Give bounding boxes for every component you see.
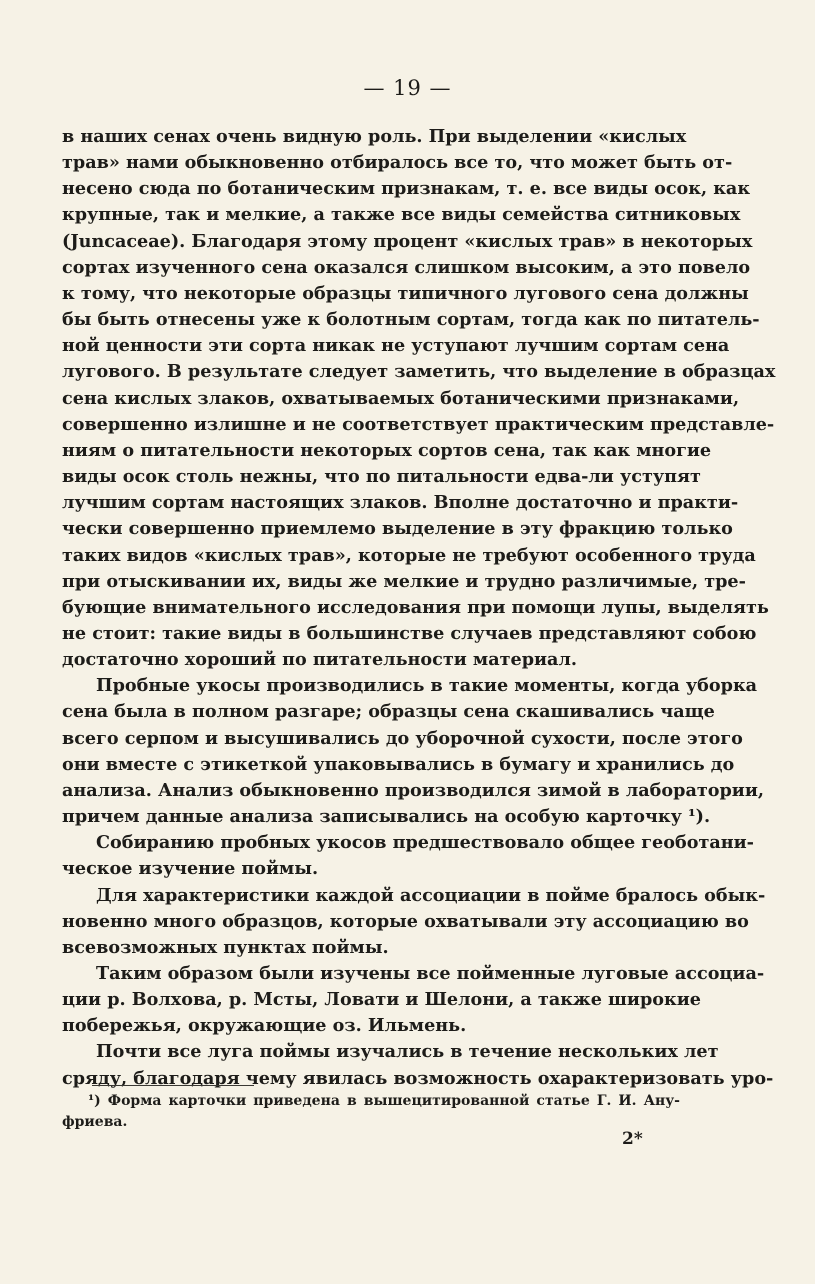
text-line: (Juncaceae). Благодаря этому процент «кислых трав» в некоторых bbox=[62, 230, 753, 252]
text-line: чески совершенно приемлемо выделение в эту фракцию только bbox=[62, 518, 733, 540]
footnote-line: ¹) Форма карточки приведена в вышецитированной статье Г. И. Ану- bbox=[88, 1093, 680, 1109]
text-line: бы быть отнесены уже к болотным сортам, тогда как по питатель- bbox=[62, 309, 760, 331]
text-line: Пробные укосы производились в такие моменты, когда уборка bbox=[96, 675, 758, 697]
text-line: сена кислых злаков, охватываемых ботаническими признаками, bbox=[62, 387, 740, 409]
text-line: ниям о питательности некоторых сортов сена, так как многие bbox=[62, 439, 712, 461]
text-line: в наших сенах очень видную роль. При выделении «кислых bbox=[62, 126, 687, 147]
text-line: сряду, благодаря чему явилась возможность охарактеризовать уро- bbox=[62, 1067, 774, 1089]
text-line: Для характеристики каждой ассоциации в пойме бралось обык- bbox=[96, 884, 766, 906]
text-line: таких видов «кислых трав», которые не требуют особенного труда bbox=[62, 544, 756, 566]
text-line: причем данные анализа записывались на особую карточку ¹). bbox=[62, 806, 711, 828]
text-line: ческое изучение поймы. bbox=[62, 858, 319, 880]
text-line: лугового. В результате следует заметить, что выделение в образцах bbox=[62, 361, 776, 383]
signature-mark: 2* bbox=[622, 1129, 643, 1149]
text-line: достаточно хороший по питательности материал. bbox=[62, 649, 577, 671]
text-line: анализа. Анализ обыкновенно производился зимой в лаборатории, bbox=[62, 779, 765, 801]
text-line: к тому, что некоторые образцы типичного лугового сена должны bbox=[62, 282, 749, 304]
page-number: — 19 — bbox=[363, 76, 452, 100]
text-line: несено сюда по ботаническим признакам, т. е. все виды осок, как bbox=[62, 178, 751, 200]
text-line: не стоит: такие виды в большинстве случаев представляют собою bbox=[62, 622, 757, 644]
text-line: бующие внимательного исследования при помощи лупы, выделять bbox=[62, 596, 769, 618]
text-line: новенно много образцов, которые охватывали эту ассоциацию во bbox=[62, 910, 749, 932]
text-line: побережья, окружающие оз. Ильмень. bbox=[62, 1015, 467, 1037]
text-line: лучшим сортам настоящих злаков. Вполне достаточно и практи- bbox=[62, 492, 739, 514]
footnote-divider bbox=[92, 1085, 254, 1086]
text-line: ной ценности эти сорта никак не уступают лучшим сортам сена bbox=[62, 335, 730, 357]
text-line: Почти все луга поймы изучались в течение нескольких лет bbox=[96, 1041, 719, 1063]
body-text bbox=[62, 124, 776, 1092]
text-line: сортах изученного сена оказался слишком высоким, а это повело bbox=[62, 256, 751, 278]
text-line: сена была в полном разгаре; образцы сена скашивались чаще bbox=[62, 701, 715, 723]
text-line: они вместе с этикеткой упаковывались в бумагу и хранились до bbox=[62, 753, 735, 775]
text-line: трав» нами обыкновенно отбиралось все то, что может быть от- bbox=[62, 152, 733, 174]
text-line: виды осок столь нежны, что по питальности едва-ли уступят bbox=[62, 466, 701, 488]
text-line: Таким образом были изучены все пойменные луговые ассоциа- bbox=[96, 963, 765, 984]
text-line: крупные, так и мелкие, а также все виды семейства ситниковых bbox=[62, 204, 741, 226]
footnote bbox=[62, 1091, 680, 1133]
text-line: ции р. Волхова, р. Мсты, Ловати и Шелони, а также широкие bbox=[62, 989, 701, 1011]
text-line: при отыскивании их, виды же мелкие и трудно различимые, тре- bbox=[62, 570, 746, 592]
text-line: всего серпом и высушивались до уборочной сухости, после этого bbox=[62, 727, 743, 749]
text-line: всевозможных пунктах поймы. bbox=[62, 936, 389, 958]
text-line: Собиранию пробных укосов предшествовало общее геоботани- bbox=[96, 832, 754, 854]
text-line: совершенно излишне и не соответствует практическим представле- bbox=[62, 413, 775, 435]
footnote-line: фриева. bbox=[62, 1114, 128, 1130]
